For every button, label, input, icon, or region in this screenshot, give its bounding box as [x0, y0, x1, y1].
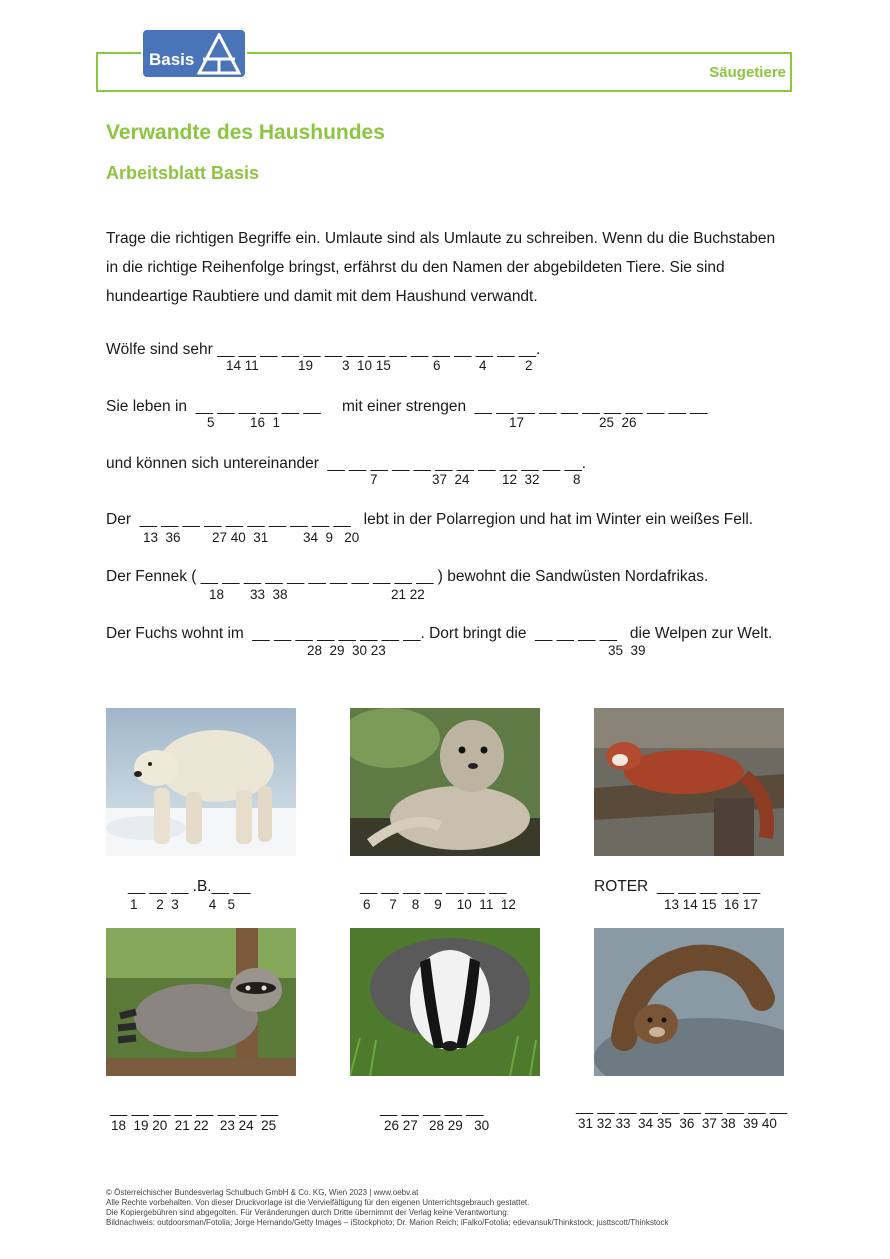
letter-numbers: 25 26: [599, 415, 637, 430]
letter-numbers: 4: [479, 358, 487, 373]
answer-blanks: __ __ __ __ __ __ __: [360, 878, 507, 895]
exercise-line: und können sich untereinander __ __ __ __ __ __ __ __ __ __ __ __.: [106, 455, 587, 472]
topic-label: Säugetiere: [709, 64, 786, 81]
red-panda-photo: [594, 708, 784, 856]
letter-numbers: 27 40 31: [212, 530, 269, 545]
letter-numbers: 28 29 30 23: [307, 643, 386, 658]
otter-photo: [594, 928, 784, 1076]
letter-numbers: 3 10 15: [342, 358, 391, 373]
basis-logo: Basis: [141, 28, 247, 79]
letter-numbers: 13 36: [143, 530, 181, 545]
letter-numbers: 14 11: [226, 358, 259, 373]
instructions: Trage die richtigen Begriffe ein. Umlaute sind als Umlaute zu schreiben. Wenn du die Buchstaben in die richtige Reihenfolge bringst, erfährst du den Namen der abgebildeten Tiere. Sie sind hundeartige Raubtiere und damit mit dem Haushund verwandt.: [106, 230, 776, 305]
image-credits: Bildnachweis: outdoorsman/Fotolia; Jorge Hernando/Getty Images – iStockphoto; Dr. Marion Reich; iFalko/Fotolia; edevansuk/Thinkstock; justtscott/Thinkstock: [106, 1218, 669, 1227]
letter-numbers: 16 1: [250, 415, 281, 430]
letter-numbers: 1 2 3 4 5: [130, 897, 236, 912]
letter-numbers: 18 19 20 21 22 23 24 25: [111, 1118, 277, 1133]
letter-numbers: 35 39: [608, 643, 646, 658]
footer: [106, 1188, 668, 1228]
letter-numbers: 7: [370, 472, 378, 487]
letter-numbers: 6: [433, 358, 441, 373]
exercise-line: Der Fuchs wohnt im __ __ __ __ __ __ __ __. Dort bringt die __ __ __ __ die Welpen zur Welt.: [106, 625, 773, 642]
polar-bear-photo: [106, 708, 296, 856]
letter-numbers: 13 14 15 16 17: [664, 897, 758, 912]
answer-blanks: __ __ __ .B.__ __: [128, 878, 251, 895]
raccoon-photo: [106, 928, 296, 1076]
letter-numbers: 33 38: [250, 587, 288, 602]
answer-blanks: __ __ __ __ __: [380, 1100, 484, 1117]
letter-numbers: 2: [525, 358, 533, 373]
letter-numbers: 17: [509, 415, 525, 430]
page-subtitle: Arbeitsblatt Basis: [106, 163, 260, 183]
exercise-line: mit einer strengen __ __ __ __ __ __ __ __ __ __ __: [342, 398, 708, 415]
answer-blanks: __ __ __ __ __ __ __ __ __ __: [576, 1098, 788, 1115]
exercise-line: Der __ __ __ __ __ __ __ __ __ __ lebt in der Polarregion und hat im Winter ein weißes Fell.: [106, 511, 754, 528]
letter-numbers: 26 27 28 29 30: [384, 1118, 490, 1133]
fees-line: Die Kopiergebühren sind abgegolten. Für Veränderungen durch Dritte übernimmt der Verlag keine Verantwortung.: [106, 1208, 509, 1217]
badger-photo: [350, 928, 540, 1076]
letter-numbers: 31 32 33 34 35 36 37 38 39 40: [578, 1116, 777, 1131]
page-title: Verwandte des Haushundes: [106, 121, 385, 144]
seal-photo: [350, 708, 540, 856]
copyright-line: © Österreichischer Bundesverlag Schulbuch GmbH & Co. KG, Wien 2023 | www.oebv.at: [106, 1188, 419, 1197]
triangle-logo-icon: [197, 33, 241, 75]
letter-numbers: 19: [298, 358, 314, 373]
rights-line: Alle Rechte vorbehalten. Von dieser Druckvorlage ist die Vervielfältigung für den eigenen Unterrichtsgebrauch gestattet.: [106, 1198, 530, 1207]
letter-numbers: 21 22: [391, 587, 425, 602]
letter-numbers: 12 32: [502, 472, 540, 487]
letter-numbers: 37 24: [432, 472, 470, 487]
letter-numbers: 5: [207, 415, 215, 430]
exercise-line: Wölfe sind sehr __ __ __ __ __ __ __ __ __ __ __ __ __ __ __.: [106, 341, 541, 358]
letter-numbers: 34 9 20: [303, 530, 360, 545]
exercise-line: Der Fennek ( __ __ __ __ __ __ __ __ __ __ __ ) bewohnt die Sandwüsten Nordafrikas.: [106, 568, 709, 585]
letter-numbers: 8: [573, 472, 581, 487]
answer-blanks: __ __ __ __ __ __ __ __: [110, 1100, 279, 1117]
letter-numbers: 6 7 8 9 10 11 12: [363, 897, 516, 912]
exercise-line: Sie leben in __ __ __ __ __ __: [106, 398, 321, 415]
letter-numbers: 18: [209, 587, 225, 602]
answer-blanks: ROTER __ __ __ __ __: [594, 878, 761, 895]
